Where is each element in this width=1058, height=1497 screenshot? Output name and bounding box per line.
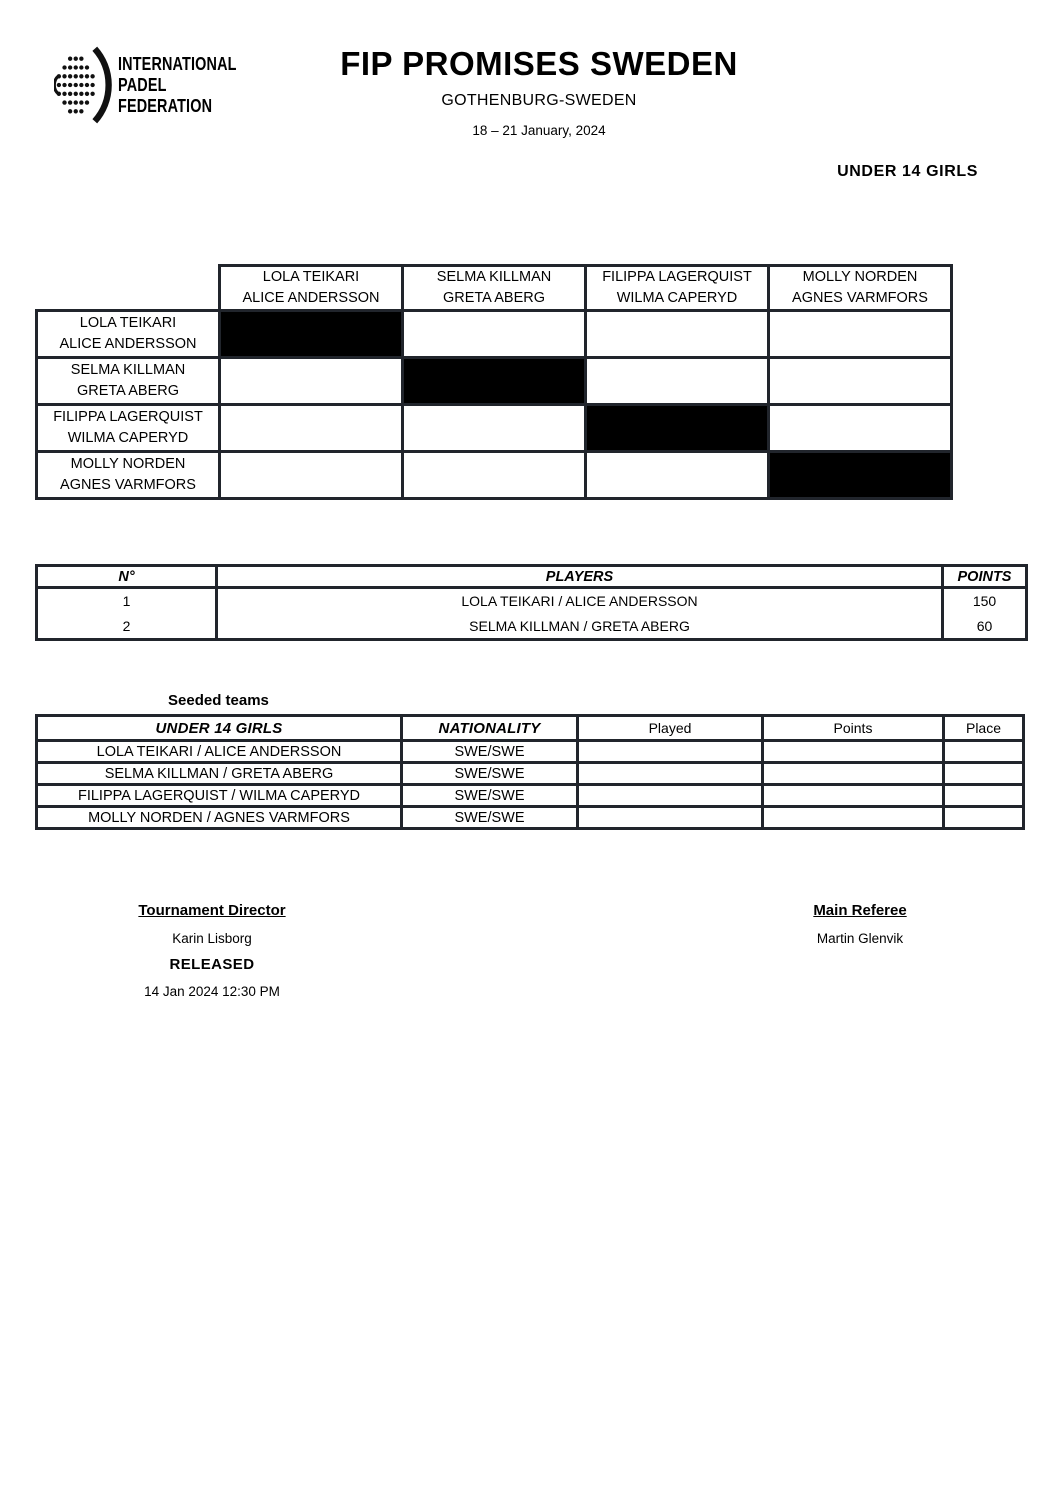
seeded-nationality: SWE/SWE	[402, 763, 578, 785]
release-datetime: 14 Jan 2024 12:30 PM	[144, 984, 280, 999]
seeded-header-played: Played	[578, 716, 763, 741]
match-cell	[403, 311, 586, 358]
seeded-points	[763, 807, 944, 829]
points-row	[37, 588, 1027, 614]
main-referee-name: Martin Glenvik	[816, 931, 904, 946]
seeded-place	[944, 763, 1024, 785]
match-cell	[403, 452, 586, 499]
event-location: GOTHENBURG-SWEDEN	[441, 92, 637, 109]
round-robin-table	[35, 264, 953, 500]
match-cell	[769, 358, 952, 405]
seeded-row	[37, 741, 1024, 763]
release-status: RELEASED	[169, 956, 255, 973]
points-value: 150	[943, 588, 1027, 614]
points-table	[35, 564, 1028, 641]
match-cell-self	[586, 405, 769, 452]
match-cell	[586, 311, 769, 358]
points-row	[37, 614, 1027, 640]
match-cell	[220, 405, 403, 452]
team-name-line: MOLLY NORDEN	[70, 456, 186, 472]
main-referee-label: Main Referee	[813, 902, 907, 919]
team-name-line: WILMA CAPERYD	[67, 430, 189, 446]
team-name-line: SELMA KILLMAN	[436, 269, 552, 285]
team-name-line: MOLLY NORDEN	[802, 269, 918, 285]
team-name-line: SELMA KILLMAN	[70, 362, 186, 378]
tournament-director-block	[93, 902, 331, 999]
grid-row-header-team-1	[37, 311, 220, 358]
team-name-line: FILIPPA LAGERQUIST	[602, 269, 752, 285]
logo-line: PADEL	[118, 74, 167, 95]
team-name-line: ALICE ANDERSSON	[59, 336, 197, 352]
points-header-points: POINTS	[943, 566, 1027, 588]
seeded-row	[37, 763, 1024, 785]
seeded-header-place: Place	[944, 716, 1024, 741]
team-name-line: AGNES VARMFORS	[792, 290, 928, 306]
document-header	[19, 46, 1058, 138]
match-cell	[403, 405, 586, 452]
players-names: LOLA TEIKARI / ALICE ANDERSSON	[217, 588, 943, 614]
seeded-nationality: SWE/SWE	[402, 807, 578, 829]
seeded-team: FILIPPA LAGERQUIST / WILMA CAPERYD	[37, 785, 402, 807]
rank-number: 1	[37, 588, 217, 614]
team-name-line: GRETA ABERG	[76, 383, 180, 399]
players-names: SELMA KILLMAN / GRETA ABERG	[217, 614, 943, 640]
tournament-director-name: Karin Lisborg	[172, 931, 252, 946]
event-dates: 18 – 21 January, 2024	[472, 123, 606, 138]
team-name-line: WILMA CAPERYD	[616, 290, 738, 306]
team-name-line: AGNES VARMFORS	[60, 477, 196, 493]
points-header-number: N°	[37, 566, 217, 588]
team-name-line: FILIPPA LAGERQUIST	[53, 409, 203, 425]
match-cell	[220, 452, 403, 499]
page-title: FIP PROMISES SWEDEN	[340, 45, 738, 82]
match-cell	[769, 311, 952, 358]
team-name-line: GRETA ABERG	[442, 290, 546, 306]
team-name-line: LOLA TEIKARI	[262, 269, 360, 285]
seeded-teams-label: Seeded teams	[168, 692, 269, 709]
seeded-nationality: SWE/SWE	[402, 785, 578, 807]
tournament-director-label: Tournament Director	[138, 902, 286, 919]
seeded-points	[763, 763, 944, 785]
match-cell-self	[220, 311, 403, 358]
logo-line: FEDERATION	[118, 95, 213, 116]
seeded-teams-table	[35, 714, 1025, 830]
seeded-team: SELMA KILLMAN / GRETA ABERG	[37, 763, 402, 785]
match-cell-self	[403, 358, 586, 405]
seeded-header-points: Points	[763, 716, 944, 741]
seeded-header-group: UNDER 14 GIRLS	[37, 716, 402, 741]
grid-col-header-team-2	[403, 266, 586, 311]
match-cell	[586, 358, 769, 405]
seeded-row	[37, 785, 1024, 807]
seeded-header-nationality: NATIONALITY	[402, 716, 578, 741]
team-name-line: LOLA TEIKARI	[79, 315, 177, 331]
seeded-played	[578, 741, 763, 763]
rank-number: 2	[37, 614, 217, 640]
seeded-points	[763, 741, 944, 763]
main-referee-block	[747, 902, 973, 946]
grid-corner-spacer	[37, 266, 220, 311]
grid-row-header-team-2	[37, 358, 220, 405]
points-value: 60	[943, 614, 1027, 640]
points-header-players: PLAYERS	[217, 566, 943, 588]
match-cell	[769, 405, 952, 452]
seeded-team: LOLA TEIKARI / ALICE ANDERSSON	[37, 741, 402, 763]
seeded-place	[944, 785, 1024, 807]
seeded-place	[944, 741, 1024, 763]
logo-line: INTERNATIONAL	[118, 53, 237, 74]
grid-col-header-team-4	[769, 266, 952, 311]
grid-col-header-team-1	[220, 266, 403, 311]
grid-col-header-team-3	[586, 266, 769, 311]
grid-row-header-team-3	[37, 405, 220, 452]
seeded-row	[37, 807, 1024, 829]
match-cell-self	[769, 452, 952, 499]
match-cell	[586, 452, 769, 499]
category-label: UNDER 14 GIRLS	[837, 163, 978, 180]
seeded-place	[944, 807, 1024, 829]
seeded-played	[578, 785, 763, 807]
seeded-played	[578, 807, 763, 829]
seeded-nationality: SWE/SWE	[402, 741, 578, 763]
match-cell	[220, 358, 403, 405]
seeded-team: MOLLY NORDEN / AGNES VARMFORS	[37, 807, 402, 829]
seeded-points	[763, 785, 944, 807]
seeded-played	[578, 763, 763, 785]
grid-row-header-team-4	[37, 452, 220, 499]
team-name-line: ALICE ANDERSSON	[242, 290, 380, 306]
